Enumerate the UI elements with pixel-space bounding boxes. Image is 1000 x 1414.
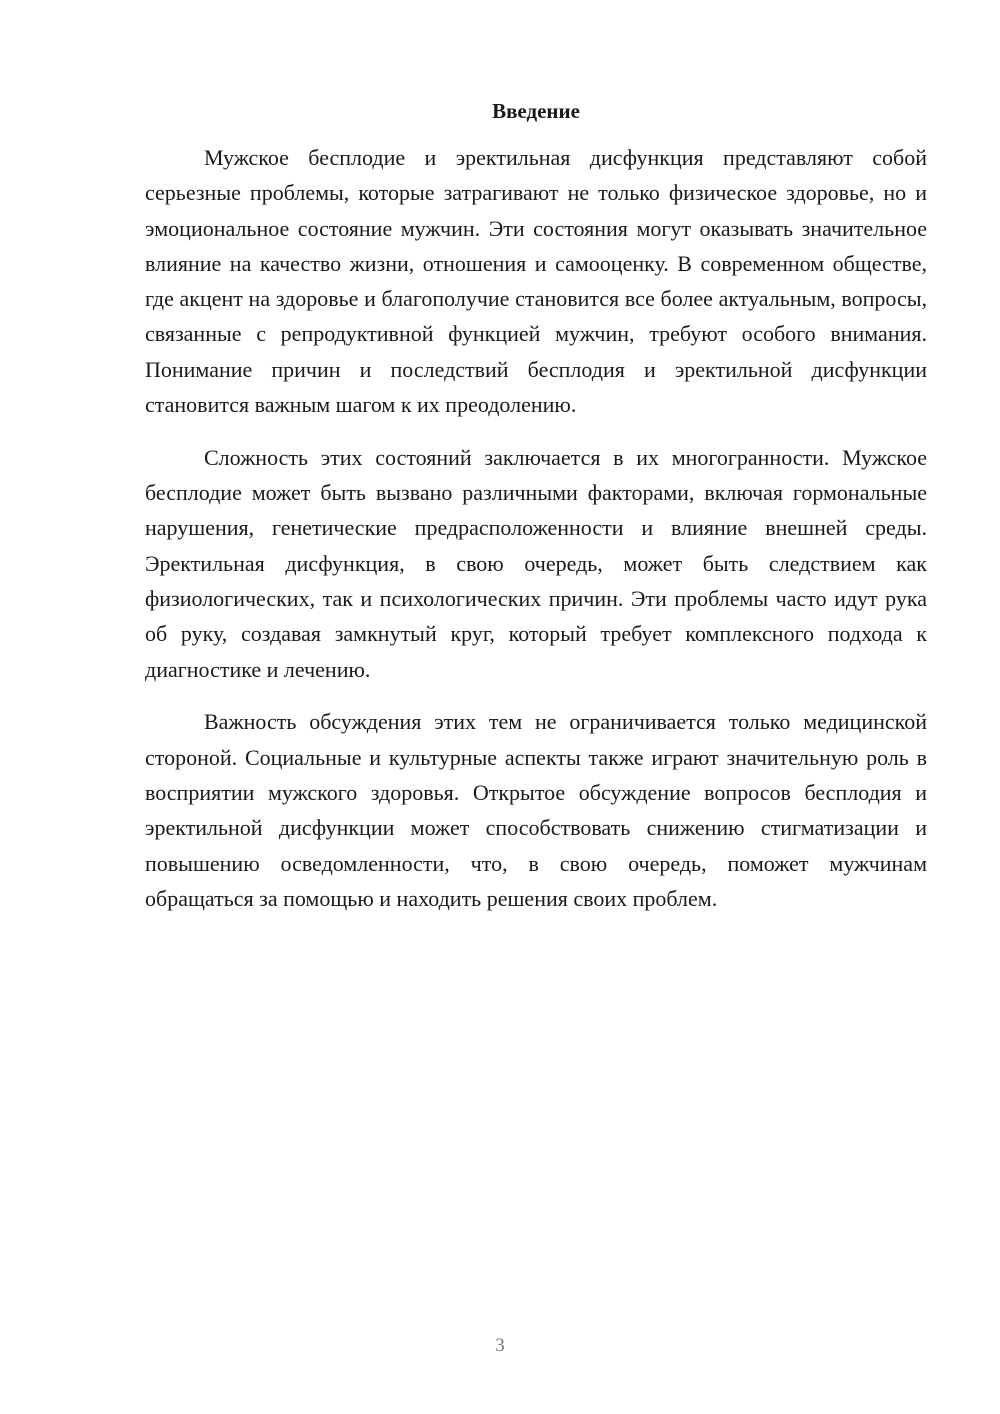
body-text [145,140,927,934]
page-number: 3 [495,1335,505,1356]
paragraph-3: Важность обсуждения этих тем не ограничивается только медицинской стороной. Социальные и культурные аспекты также играют значительную роль в восприятии мужского здоровья. Открытое обсуждение вопросов бесплодия и эректильной дисфункции может способствовать снижению стигматизации и повышению осведомленности, что, в свою очередь, поможет мужчинам обращаться за помощью и находить решения своих проблем. [145,709,927,911]
paragraph-2: Сложность этих состояний заключается в их многогранности. Мужское бесплодие может быть вызвано различными факторами, включая гормональные нарушения, генетические предрасположенности и влияние внешней среды. Эректильная дисфункция, в свою очередь, может быть следствием как физиологических, так и психологических причин. Эти проблемы часто идут рука об руку, создавая замкнутый круг, который требует комплексного подхода к диагностике и лечению. [145,444,927,682]
paragraph-1: Мужское бесплодие и эректильная дисфункция представляют собой серьезные проблемы, которые затрагивают не только физическое здоровье, но и эмоциональное состояние мужчин. Эти состояния могут оказывать значительное влияние на качество жизни, отношения и самооценку. В современном обществе, где акцент на здоровье и благополучие становится все более актуальным, вопросы, связанные с репродуктивной функцией мужчин, требуют особого внимания. Понимание причин и последствий бесплодия и эректильной дисфункции становится важным шагом к их преодолению. [145,145,927,418]
section-title: Введение [492,99,580,123]
